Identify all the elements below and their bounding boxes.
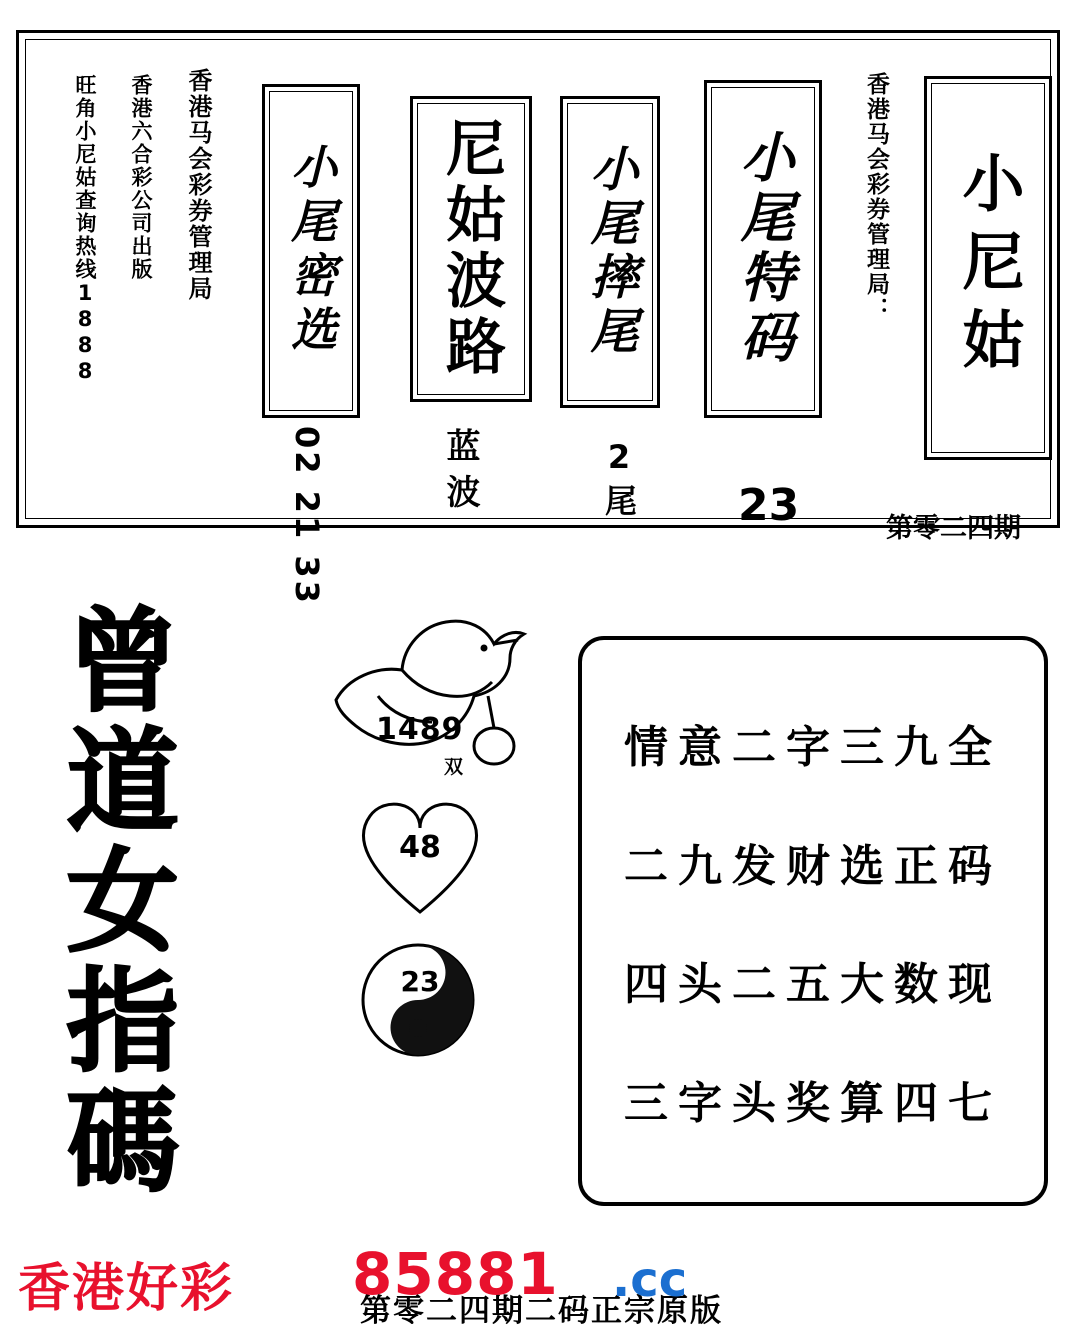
column-value-tema: 23 <box>738 480 800 531</box>
column-title-box-mixuan-inner <box>269 91 353 411</box>
yinyang-number: 23 <box>400 965 440 998</box>
column-title-box-bolu-inner <box>417 103 525 395</box>
hotline-text: 旺角小尼姑查询热线1888 <box>73 74 97 385</box>
poem-line: 二九发财选正码 <box>624 840 1002 892</box>
column-title-box-bolu <box>410 96 532 402</box>
poem-line: 情意二字三九全 <box>624 721 1002 773</box>
column-value-shuaiwei: 2尾 <box>600 438 638 524</box>
bottom-section <box>0 540 1080 1329</box>
poem-box <box>578 636 1048 1206</box>
symbols-svg <box>318 600 538 1220</box>
poem-line: 三字头奖算四七 <box>624 1078 1002 1130</box>
issue-label: 第零二四期 <box>886 513 1021 544</box>
column-title-box-shuaiwei-inner <box>567 103 653 401</box>
column-title-mixuan: 小尾密选 <box>284 143 338 359</box>
watermark-suffix: .cc <box>612 1252 688 1308</box>
column-title-box-shuaiwei <box>560 96 660 408</box>
top-panel-inner-border <box>25 39 1051 606</box>
column-title-box-tema <box>704 80 822 418</box>
poster-big-title: 曾道女指碼 <box>48 602 179 1202</box>
column-title-shuaiwei: 小尾摔尾 <box>582 144 638 360</box>
main-title-box-inner <box>931 83 1045 453</box>
column-value-mixuan: 02 21 33 <box>288 426 326 606</box>
authority-right-text: 香港马会彩券管理局： <box>863 72 889 322</box>
symbols-column <box>318 600 538 1220</box>
column-title-bolu: 尼姑波路 <box>436 117 506 381</box>
authority-left-text: 香港马会彩券管理局 <box>184 68 212 302</box>
watermark-brand: 香港好彩 <box>18 1259 235 1319</box>
heart-number: 48 <box>399 830 441 865</box>
publisher-text: 香港六合彩公司出版 <box>129 74 153 281</box>
column-title-box-mixuan <box>262 84 360 418</box>
column-title-tema: 小尾特码 <box>732 129 795 369</box>
main-title: 小尼姑 <box>952 151 1025 385</box>
column-title-box-tema-inner <box>711 87 815 411</box>
column-value-bolu: 蓝波 <box>440 428 480 520</box>
dove-number: 1489 <box>376 712 464 747</box>
footer-note: 第零二四期二码正宗原版 <box>360 1293 723 1329</box>
main-title-box <box>924 76 1052 460</box>
top-lottery-panel <box>16 30 1060 606</box>
poem-line: 四头二五大数现 <box>624 959 1002 1011</box>
dove-tag-label: 双 <box>444 756 464 778</box>
poem-lines <box>582 640 1044 1202</box>
watermark-number: 85881 <box>352 1240 559 1308</box>
yinyang-icon <box>363 945 473 1055</box>
